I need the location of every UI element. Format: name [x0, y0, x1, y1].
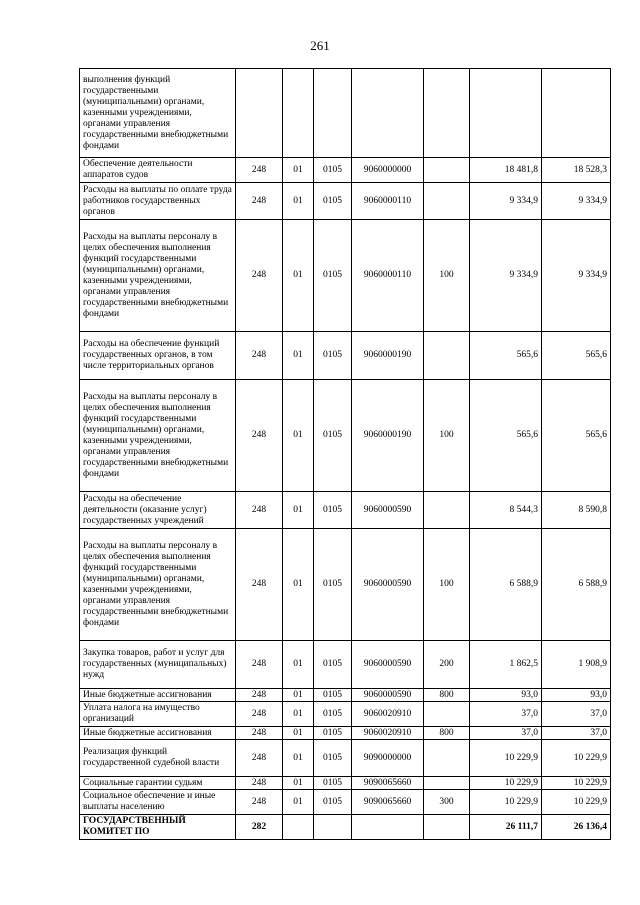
subsection-code: 0105	[314, 183, 352, 220]
table-row	[80, 777, 611, 790]
expense-type-code	[424, 158, 470, 183]
row-name: Иные бюджетные ассигнования	[80, 689, 236, 702]
subsection-code: 0105	[314, 641, 352, 689]
target-code: 9060000590	[352, 689, 424, 702]
section-code: 01	[283, 158, 314, 183]
expense-type-code	[424, 702, 470, 727]
section-code: 01	[283, 332, 314, 380]
section-code: 01	[283, 492, 314, 529]
amount-year-2: 10 229,9	[542, 740, 611, 777]
expense-type-code	[424, 815, 470, 840]
amount-year-1	[470, 69, 542, 158]
amount-year-2: 9 334,9	[542, 220, 611, 332]
subsection-code: 0105	[314, 790, 352, 815]
ministry-code	[236, 69, 283, 158]
section-code: 01	[283, 740, 314, 777]
ministry-code: 248	[236, 529, 283, 641]
expense-type-code	[424, 492, 470, 529]
target-code: 9060020910	[352, 727, 424, 740]
table-row	[80, 492, 611, 529]
ministry-code: 248	[236, 777, 283, 790]
amount-year-2: 6 588,9	[542, 529, 611, 641]
row-name: Расходы на выплаты по оплате труда работников государственных органов	[80, 183, 236, 220]
section-code: 01	[283, 727, 314, 740]
section-code: 01	[283, 777, 314, 790]
amount-year-1: 6 588,9	[470, 529, 542, 641]
target-code: 9060000110	[352, 220, 424, 332]
amount-year-2: 9 334,9	[542, 183, 611, 220]
section-code: 01	[283, 790, 314, 815]
section-code: 01	[283, 220, 314, 332]
table-row	[80, 815, 611, 840]
target-code: 9060000590	[352, 529, 424, 641]
amount-year-2: 565,6	[542, 332, 611, 380]
amount-year-1: 26 111,7	[470, 815, 542, 840]
amount-year-1: 37,0	[470, 702, 542, 727]
ministry-code: 248	[236, 689, 283, 702]
subsection-code: 0105	[314, 529, 352, 641]
subsection-code	[314, 815, 352, 840]
amount-year-1: 8 544,3	[470, 492, 542, 529]
section-code: 01	[283, 380, 314, 492]
amount-year-2	[542, 69, 611, 158]
row-name: Расходы на обеспечение функций государственных органов, в том числе территориальных органов	[80, 332, 236, 380]
table-row	[80, 702, 611, 727]
section-code	[283, 815, 314, 840]
expense-type-code: 200	[424, 641, 470, 689]
row-name: Расходы на выплаты персоналу в целях обеспечения выполнения функций государственными (муниципальными) органами, казенными учреждениями, органами управления государственными внебюджетными фондами	[80, 220, 236, 332]
target-code: 9060000000	[352, 158, 424, 183]
table-row	[80, 380, 611, 492]
table-row	[80, 689, 611, 702]
budget-table	[79, 68, 611, 840]
table-row	[80, 790, 611, 815]
row-name: Закупка товаров, работ и услуг для государственных (муниципальных) нужд	[80, 641, 236, 689]
row-name: Расходы на выплаты персоналу в целях обеспечения выполнения функций государственными (муниципальными) органами, казенными учреждениями, органами управления государственными внебюджетными фондами	[80, 529, 236, 641]
table-row	[80, 727, 611, 740]
target-code: 9090065660	[352, 790, 424, 815]
target-code: 9060000110	[352, 183, 424, 220]
row-name: выполнения функций государственными (муниципальными) органами, казенными учреждениями, органами управления государственными внебюджетными фондами	[80, 69, 236, 158]
expense-type-code: 100	[424, 380, 470, 492]
amount-year-1: 9 334,9	[470, 220, 542, 332]
ministry-code: 248	[236, 641, 283, 689]
table-row	[80, 183, 611, 220]
table-row	[80, 740, 611, 777]
row-name: Уплата налога на имущество организаций	[80, 702, 236, 727]
target-code	[352, 815, 424, 840]
table-row	[80, 158, 611, 183]
ministry-code: 248	[236, 183, 283, 220]
amount-year-2: 93,0	[542, 689, 611, 702]
expense-type-code: 800	[424, 689, 470, 702]
amount-year-2: 10 229,9	[542, 790, 611, 815]
amount-year-1: 1 862,5	[470, 641, 542, 689]
expense-type-code	[424, 183, 470, 220]
table-row	[80, 641, 611, 689]
target-code: 9060000190	[352, 332, 424, 380]
expense-type-code	[424, 777, 470, 790]
subsection-code: 0105	[314, 702, 352, 727]
amount-year-2: 18 528,3	[542, 158, 611, 183]
target-code	[352, 69, 424, 158]
row-name: Иные бюджетные ассигнования	[80, 727, 236, 740]
amount-year-2: 1 908,9	[542, 641, 611, 689]
expense-type-code: 100	[424, 220, 470, 332]
section-code: 01	[283, 689, 314, 702]
ministry-code: 248	[236, 790, 283, 815]
row-name: Социальные гарантии судьям	[80, 777, 236, 790]
ministry-code: 248	[236, 740, 283, 777]
amount-year-1: 93,0	[470, 689, 542, 702]
amount-year-1: 9 334,9	[470, 183, 542, 220]
amount-year-2: 8 590,8	[542, 492, 611, 529]
row-name: Социальное обеспечение и иные выплаты населению	[80, 790, 236, 815]
table-row	[80, 529, 611, 641]
ministry-code: 248	[236, 220, 283, 332]
amount-year-2: 37,0	[542, 702, 611, 727]
amount-year-1: 565,6	[470, 332, 542, 380]
subsection-code: 0105	[314, 777, 352, 790]
table-row	[80, 332, 611, 380]
target-code: 9090065660	[352, 777, 424, 790]
row-name: ГОСУДАРСТВЕННЫЙ КОМИТЕТ ПО	[80, 815, 236, 840]
subsection-code: 0105	[314, 220, 352, 332]
amount-year-1: 10 229,9	[470, 777, 542, 790]
section-code: 01	[283, 529, 314, 641]
row-name: Обеспечение деятельности аппаратов судов	[80, 158, 236, 183]
ministry-code: 248	[236, 727, 283, 740]
amount-year-2: 26 136,4	[542, 815, 611, 840]
subsection-code: 0105	[314, 158, 352, 183]
ministry-code: 248	[236, 492, 283, 529]
row-name: Расходы на выплаты персоналу в целях обеспечения выполнения функций государственными (муниципальными) органами, казенными учреждениями, органами управления государственными внебюджетными фондами	[80, 380, 236, 492]
expense-type-code: 300	[424, 790, 470, 815]
amount-year-1: 565,6	[470, 380, 542, 492]
subsection-code: 0105	[314, 332, 352, 380]
subsection-code: 0105	[314, 740, 352, 777]
table-row	[80, 69, 611, 158]
expense-type-code: 100	[424, 529, 470, 641]
ministry-code: 248	[236, 702, 283, 727]
subsection-code: 0105	[314, 380, 352, 492]
amount-year-2: 10 229,9	[542, 777, 611, 790]
section-code: 01	[283, 183, 314, 220]
ministry-code: 282	[236, 815, 283, 840]
ministry-code: 248	[236, 380, 283, 492]
row-name: Расходы на обеспечение деятельности (оказание услуг) государственных учреждений	[80, 492, 236, 529]
subsection-code: 0105	[314, 727, 352, 740]
amount-year-1: 18 481,8	[470, 158, 542, 183]
page-number: 261	[310, 38, 330, 53]
ministry-code: 248	[236, 158, 283, 183]
amount-year-2: 565,6	[542, 380, 611, 492]
table-row	[80, 220, 611, 332]
ministry-code: 248	[236, 332, 283, 380]
row-name: Реализация функций государственной судебной власти	[80, 740, 236, 777]
expense-type-code	[424, 332, 470, 380]
target-code: 9060000190	[352, 380, 424, 492]
subsection-code: 0105	[314, 689, 352, 702]
target-code: 9090000000	[352, 740, 424, 777]
target-code: 9060020910	[352, 702, 424, 727]
subsection-code: 0105	[314, 492, 352, 529]
amount-year-1: 10 229,9	[470, 740, 542, 777]
section-code: 01	[283, 641, 314, 689]
amount-year-1: 37,0	[470, 727, 542, 740]
section-code: 01	[283, 702, 314, 727]
target-code: 9060000590	[352, 492, 424, 529]
section-code	[283, 69, 314, 158]
expense-type-code	[424, 69, 470, 158]
subsection-code	[314, 69, 352, 158]
amount-year-2: 37,0	[542, 727, 611, 740]
budget-table-body	[80, 69, 611, 840]
expense-type-code	[424, 740, 470, 777]
expense-type-code: 800	[424, 727, 470, 740]
target-code: 9060000590	[352, 641, 424, 689]
amount-year-1: 10 229,9	[470, 790, 542, 815]
